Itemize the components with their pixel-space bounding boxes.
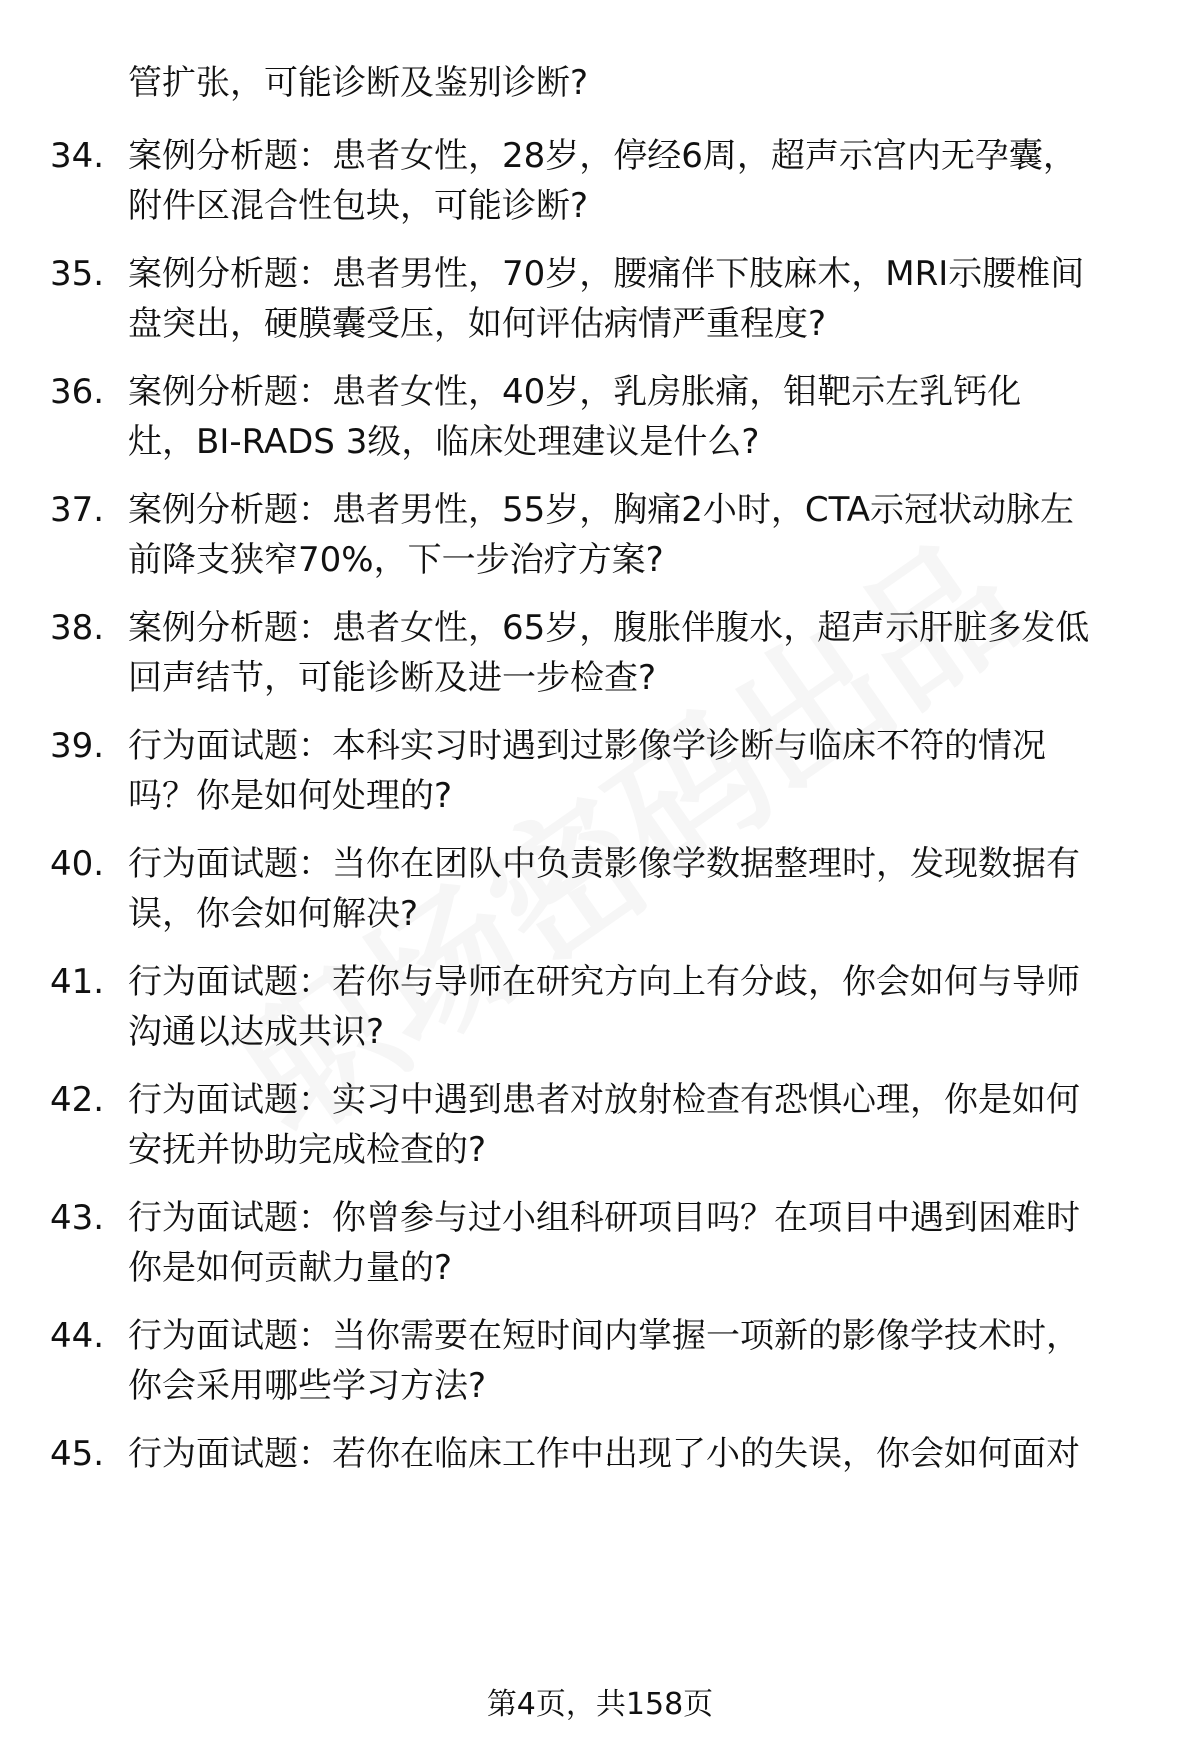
question-line: 案例分析题：患者女性，28岁，停经6周，超声示宫内无孕囊，	[128, 136, 1077, 176]
page-number-footer: 第4页，共158页	[486, 1687, 714, 1722]
question-number: 45.	[50, 1434, 105, 1474]
question-line: 行为面试题：当你在团队中负责影像学数据整理时，发现数据有	[128, 844, 1080, 884]
question-text	[128, 367, 1138, 467]
question-text	[128, 1193, 1138, 1293]
question-text	[128, 485, 1138, 585]
question-line: 案例分析题：患者男性，55岁，胸痛2小时，CTA示冠状动脉左	[128, 490, 1075, 530]
question-line: 案例分析题：患者女性，65岁，腹胀伴腹水，超声示肝脏多发低	[128, 608, 1090, 648]
question-line: 吗？你是如何处理的?	[128, 776, 453, 816]
question-number: 36.	[50, 372, 105, 412]
question-line: 行为面试题：若你在临床工作中出现了小的失误，你会如何面对	[128, 1434, 1080, 1474]
question-line: 你会采用哪些学习方法?	[128, 1366, 487, 1406]
question-line: 案例分析题：患者男性，70岁，腰痛伴下肢麻木，MRI示腰椎间	[128, 254, 1085, 294]
question-line: 回声结节，可能诊断及进一步检查?	[128, 658, 657, 698]
question-text	[128, 603, 1138, 703]
question-line: 安抚并协助完成检查的?	[128, 1130, 487, 1170]
question-line: 附件区混合性包块，可能诊断?	[128, 186, 589, 226]
question-number: 44.	[50, 1316, 105, 1356]
question-text	[128, 721, 1138, 821]
question-text	[128, 1075, 1138, 1175]
question-text	[128, 1311, 1138, 1411]
question-number: 37.	[50, 490, 105, 530]
question-line: 盘突出，硬膜囊受压，如何评估病情严重程度?	[128, 304, 827, 344]
question-text	[128, 957, 1138, 1057]
question-line: 行为面试题：你曾参与过小组科研项目吗？在项目中遇到困难时	[128, 1198, 1080, 1238]
question-number: 39.	[50, 726, 105, 766]
question-line: 沟通以达成共识?	[128, 1012, 385, 1052]
question-number: 41.	[50, 962, 105, 1002]
question-text	[128, 839, 1138, 939]
question-number: 38.	[50, 608, 105, 648]
question-line: 行为面试题：本科实习时遇到过影像学诊断与临床不符的情况	[128, 726, 1046, 766]
question-line: 误，你会如何解决?	[128, 894, 419, 934]
question-line: 案例分析题：患者女性，40岁，乳房胀痛，钼靶示左乳钙化	[128, 372, 1022, 412]
question-number: 40.	[50, 844, 105, 884]
question-line: 你是如何贡献力量的?	[128, 1248, 453, 1288]
question-line: 灶，BI-RADS 3级，临床处理建议是什么?	[128, 422, 760, 462]
question-number: 34.	[50, 136, 105, 176]
question-line: 行为面试题：当你需要在短时间内掌握一项新的影像学技术时，	[128, 1316, 1080, 1356]
question-number: 42.	[50, 1080, 105, 1120]
continued-question-text: 管扩张，可能诊断及鉴别诊断?	[128, 63, 589, 103]
question-line: 行为面试题：实习中遇到患者对放射检查有恐惧心理，你是如何	[128, 1080, 1080, 1120]
question-number: 43.	[50, 1198, 105, 1238]
question-text	[128, 131, 1138, 231]
question-line: 前降支狭窄70%，下一步治疗方案?	[128, 540, 664, 580]
question-text	[128, 1429, 1138, 1479]
question-line: 行为面试题：若你与导师在研究方向上有分歧，你会如何与导师	[128, 962, 1080, 1002]
question-number: 35.	[50, 254, 105, 294]
question-text	[128, 249, 1138, 349]
